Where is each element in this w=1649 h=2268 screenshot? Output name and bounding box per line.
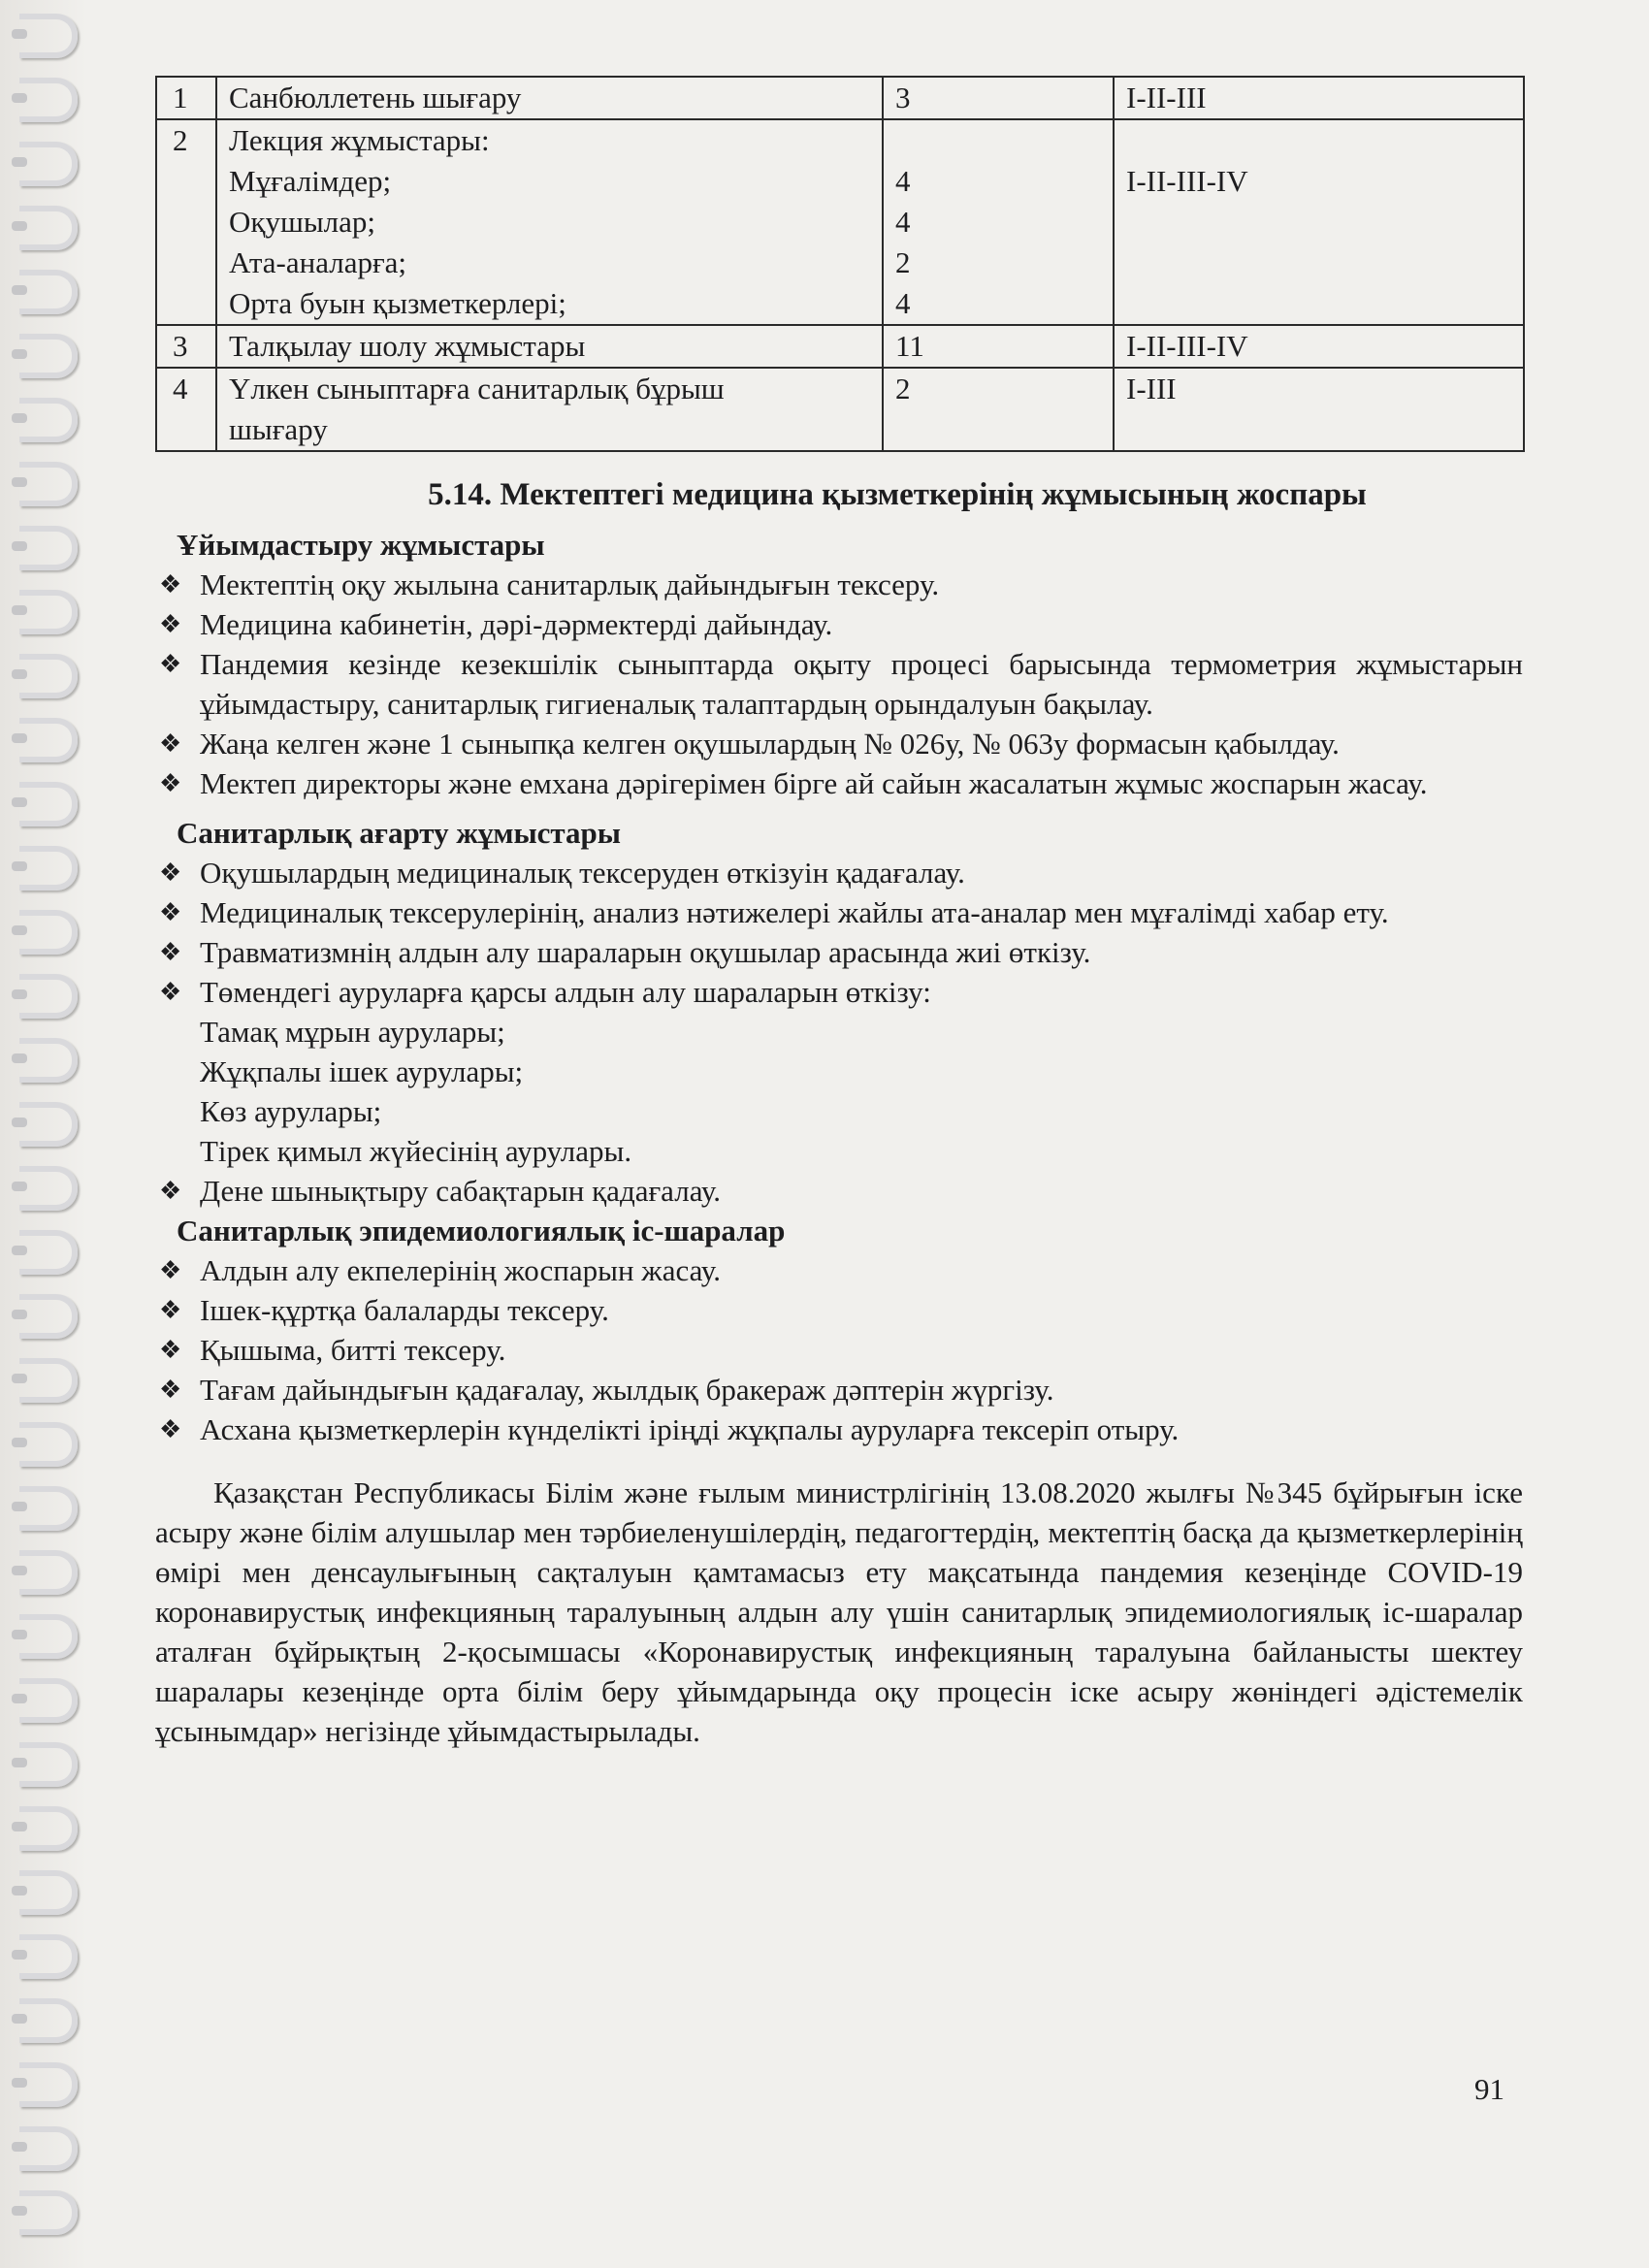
bullet-diamond-icon: ❖	[159, 610, 182, 638]
binding-ring-icon	[19, 974, 78, 1019]
list-item-text: Медициналық тексерулерінің, анализ нәтижелері жайлы ата-аналар мен мұғалімді хабар ету.	[200, 895, 1389, 929]
activity-cell	[216, 77, 883, 119]
binding-ring-icon	[19, 1486, 78, 1531]
activity-line: Талқылау шолу жұмыстары	[229, 329, 586, 363]
binding-ring-icon	[19, 1294, 78, 1339]
bullet-diamond-icon: ❖	[159, 1415, 182, 1443]
document-page	[155, 76, 1523, 1781]
disease-item: Тірек қимыл жүйесінің аурулары.	[200, 1134, 632, 1168]
list-item	[155, 644, 1523, 724]
disease-item: Жұқпалы ішек аурулары;	[200, 1054, 524, 1088]
list-item-text: Қышыма, битті тексеру.	[200, 1333, 506, 1367]
binding-ring-icon	[19, 846, 78, 891]
bullet-diamond-icon: ❖	[159, 898, 182, 926]
binding-ring-icon	[19, 1358, 78, 1403]
binding-ring-icon	[19, 1678, 78, 1723]
list-item-text: Мектептің оқу жылына санитарлық дайындығын тексеру.	[200, 567, 940, 601]
quarters-cell	[1114, 119, 1524, 325]
count-line: 4	[895, 164, 911, 198]
count-cell	[883, 77, 1114, 119]
binding-ring-icon	[19, 206, 78, 250]
quarters-value: I-II-III-IV	[1126, 164, 1248, 198]
count-line: 2	[895, 372, 911, 405]
bullet-diamond-icon: ❖	[159, 1336, 182, 1364]
count-cell	[883, 368, 1114, 451]
activity-line: Мұғалімдер;	[229, 164, 392, 198]
binding-ring-icon	[19, 1230, 78, 1275]
count-line: 2	[895, 245, 911, 279]
activity-line: шығару	[229, 412, 328, 446]
quarters-cell: I-II-III	[1114, 77, 1524, 119]
activity-cell	[216, 325, 883, 368]
sanitary-education-list	[155, 853, 1523, 1012]
epidemiology-heading: Санитарлық эпидемиологиялық іс-шаралар	[177, 1214, 786, 1247]
org-list	[155, 565, 1523, 803]
table-row	[156, 119, 1524, 325]
list-item	[155, 1250, 1523, 1290]
list-item	[155, 565, 1523, 604]
bullet-diamond-icon: ❖	[159, 1376, 182, 1404]
binding-ring-icon	[19, 1166, 78, 1211]
quarters-cell: I-II-III-IV	[1114, 325, 1524, 368]
disease-item: Көз аурулары;	[200, 1094, 382, 1128]
list-item	[155, 724, 1523, 763]
table-row	[156, 77, 1524, 119]
row-number: 1	[156, 77, 216, 119]
activity-line: Орта буын қызметкерлері;	[229, 286, 566, 320]
activity-line: Үлкен сыныптарға санитарлық бұрыш	[229, 372, 725, 405]
list-item-text: Асхана қызметкерлерін күнделікті іріңді жұқпалы ауруларға тексеріп отыру.	[200, 1412, 1180, 1446]
bullet-diamond-icon: ❖	[159, 650, 182, 678]
list-item	[155, 932, 1523, 972]
activity-line: Ата-аналарға;	[229, 245, 407, 279]
list-item	[155, 892, 1523, 932]
bullet-diamond-icon: ❖	[159, 1256, 182, 1284]
binding-ring-icon	[19, 590, 78, 634]
quarters-cell: I-III	[1114, 368, 1524, 451]
page-number: 91	[1474, 2072, 1504, 2106]
activity-line: Лекция жұмыстары:	[229, 123, 490, 157]
list-item	[155, 1171, 1523, 1211]
list-item	[155, 853, 1523, 892]
binding-ring-icon	[19, 334, 78, 378]
org-heading: Ұйымдастыру жұмыстары	[177, 528, 545, 562]
binding-ring-icon	[19, 142, 78, 186]
sanitary-education-list-end	[155, 1171, 1523, 1211]
binding-ring-icon	[19, 1422, 78, 1467]
binding-ring-icon	[19, 1998, 78, 2043]
binding-ring-icon	[19, 2062, 78, 2107]
section-title: 5.14. Мектептегі медицина қызметкерінің жұмысының жоспары	[428, 477, 1367, 512]
list-item-text: Тағам дайындығын қадағалау, жылдық бракераж дәптерін жүргізу.	[200, 1373, 1054, 1407]
count-line: 4	[895, 205, 911, 239]
binding-ring-icon	[19, 14, 78, 58]
row-number: 3	[156, 325, 216, 368]
binding-ring-icon	[19, 2126, 78, 2171]
count-line: 4	[895, 286, 911, 320]
list-item	[155, 1290, 1523, 1330]
table-row	[156, 368, 1524, 451]
row-number: 2	[156, 119, 216, 325]
activity-cell	[216, 119, 883, 325]
count-cell	[883, 325, 1114, 368]
binding-ring-icon	[19, 398, 78, 442]
activity-line: Санбюллетень шығару	[229, 81, 522, 114]
binding-ring-icon	[19, 782, 78, 826]
list-item-text: Төмендегі ауруларға қарсы алдын алу шараларын өткізу:	[200, 975, 931, 1009]
binding-ring-icon	[19, 1038, 78, 1083]
list-item	[155, 972, 1523, 1012]
binding-ring-icon	[19, 78, 78, 122]
count-cell	[883, 119, 1114, 325]
binding-ring-icon	[19, 654, 78, 698]
health-education-table	[155, 76, 1525, 452]
binding-ring-icon	[19, 1742, 78, 1787]
activity-line: Оқушылар;	[229, 205, 375, 239]
list-item-text: Дене шынықтыру сабақтарын қадағалау.	[200, 1174, 722, 1208]
binding-ring-icon	[19, 462, 78, 506]
closing-paragraph: Қазақстан Республикасы Білім және ғылым министрлігінің 13.08.2020 жылғы №345 бұйрығын іске асыру және білім алушылар мен тәрбиеленушілердің, педагогтердің, мектептің басқа да қызметкерлерінің өмірі мен денсаулығының сақталуын қамтамасыз ету мақсатында пандемия кезеңінде COVID-19 коронавирустық инфекцияның таралуының алдын алу үшін санитарлық эпидемиологиялық іс-шаралар аталған бұйрықтың 2-қосымшасы «Коронавирустық инфекцияның таралуына байланысты шектеу шаралары кезеңінде орта білім беру ұйымдарында оқу процесін іске асыру жөніндегі әдістемелік ұсынымдар» негізінде ұйымдастырылады.	[155, 1475, 1523, 1748]
bullet-diamond-icon: ❖	[159, 769, 182, 797]
binding-ring-icon	[19, 1614, 78, 1659]
binding-ring-icon	[19, 1806, 78, 1851]
bullet-diamond-icon: ❖	[159, 1296, 182, 1324]
disease-item: Тамақ мұрын аурулары;	[200, 1015, 505, 1049]
sanitary-education-heading: Санитарлық ағарту жұмыстары	[177, 816, 621, 850]
bullet-diamond-icon: ❖	[159, 978, 182, 1006]
binding-ring-icon	[19, 1870, 78, 1915]
binding-ring-icon	[19, 1550, 78, 1595]
binding-ring-icon	[19, 270, 78, 314]
list-item-text: Жаңа келген және 1 сыныпқа келген оқушылардың № 026у, № 063у формасын қабылдау.	[200, 727, 1340, 761]
list-item-text: Медицина кабинетін, дәрі-дәрмектерді дайындау.	[200, 607, 833, 641]
list-item	[155, 1330, 1523, 1370]
binding-ring-icon	[19, 1102, 78, 1147]
list-item	[155, 1409, 1523, 1449]
list-item-text: Пандемия кезінде кезекшілік сыныптарда оқыту процесі барысында термометрия жұмыстарын ұйымдастыру, санитарлық гигиеналық талаптардың орындалуын бақылау.	[200, 647, 1523, 721]
row-number: 4	[156, 368, 216, 451]
bullet-diamond-icon: ❖	[159, 570, 182, 599]
binding-ring-icon	[19, 910, 78, 955]
spiral-binding	[0, 0, 87, 2268]
bullet-diamond-icon: ❖	[159, 1177, 182, 1205]
count-line: 3	[895, 81, 911, 114]
activity-cell	[216, 368, 883, 451]
list-item-text: Алдын алу екпелерінің жоспарын жасау.	[200, 1253, 721, 1287]
list-item-text: Ішек-құртқа балаларды тексеру.	[200, 1293, 609, 1327]
list-item-text: Мектеп директоры және емхана дәрігерімен бірге ай сайын жасалатын жұмыс жоспарын жасау.	[200, 766, 1428, 800]
list-item-text: Травматизмнің алдын алу шараларын оқушылар арасында жиі өткізу.	[200, 935, 1091, 969]
list-item	[155, 1370, 1523, 1409]
binding-ring-icon	[19, 1934, 78, 1979]
disease-list	[155, 1012, 1523, 1171]
table-row	[156, 325, 1524, 368]
epidemiology-list	[155, 1250, 1523, 1449]
binding-ring-icon	[19, 526, 78, 570]
list-item	[155, 604, 1523, 644]
binding-ring-icon	[19, 718, 78, 762]
list-item	[155, 763, 1523, 803]
list-item-text: Оқушылардың медициналық тексеруден өткізуін қадағалау.	[200, 856, 965, 890]
count-line	[895, 120, 1101, 161]
count-line: 11	[895, 329, 924, 363]
bullet-diamond-icon: ❖	[159, 938, 182, 966]
bullet-diamond-icon: ❖	[159, 859, 182, 887]
bullet-diamond-icon: ❖	[159, 729, 182, 758]
binding-ring-icon	[19, 2190, 78, 2235]
